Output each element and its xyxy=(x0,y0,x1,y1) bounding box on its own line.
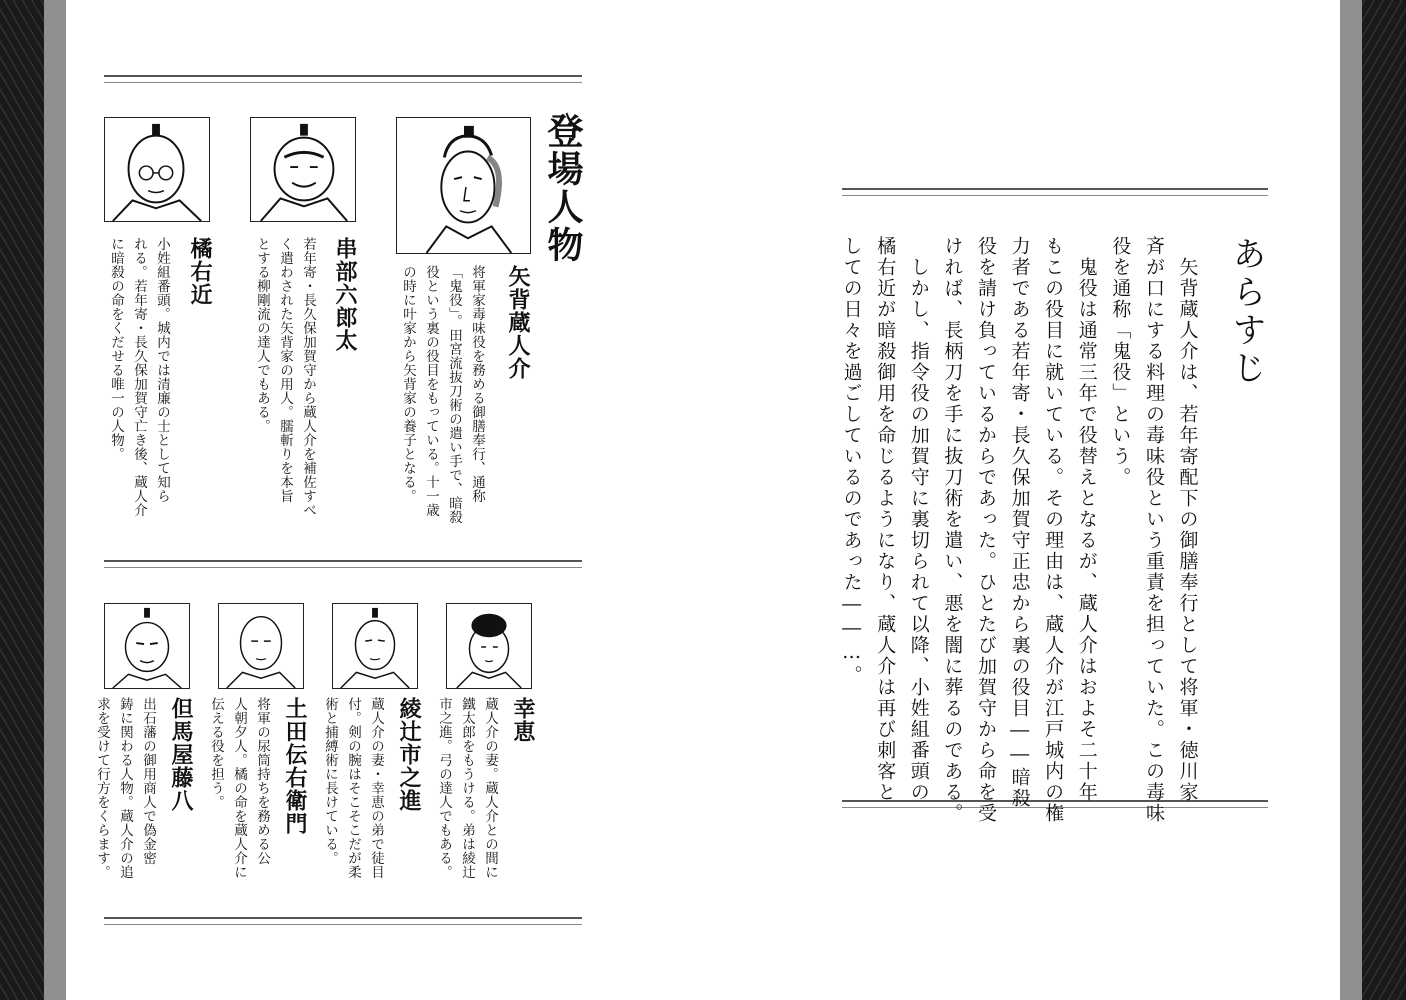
character-name: 串部六郎太 xyxy=(332,237,358,352)
right-pattern-border xyxy=(1362,0,1406,1000)
character-description: 小姓組番頭。城内では清廉の士として知ら れる。若年寄・長久保加賀守亡き後、蔵人介 に暗殺の命をくだせる唯一の人物。 xyxy=(108,237,170,517)
portrait-sachie xyxy=(446,603,532,689)
bottom-double-rule xyxy=(104,917,582,925)
character-name: 幸恵 xyxy=(510,697,536,743)
portrait-tsuchida-denuemon xyxy=(218,603,304,689)
character-description: 若年寄・長久保加賀守から蔵人介を補佐すべ く遣わされた矢背家の用人。臑斬りを本旨 とする柳剛流の達人でもある。 xyxy=(254,237,316,517)
character-name: 土田伝右衛門 xyxy=(282,697,308,835)
portrait-tachibana-ukon xyxy=(104,117,210,222)
portrait-ayatsuji-ichinoshin xyxy=(332,603,418,689)
synopsis-top-rule xyxy=(842,188,1268,196)
left-gray-border xyxy=(44,0,66,1000)
right-gray-border xyxy=(1340,0,1362,1000)
character-name: 但馬屋藤八 xyxy=(168,697,194,812)
middle-double-rule xyxy=(104,560,582,568)
character-description: 将軍家毒味役を務める御膳奉行、通称 「鬼役」。田宮流抜刀術の遣い手で、暗殺 役という裏の役目をもっている。十一歳 の時に叶家から矢背家の養子となる。 xyxy=(400,265,485,525)
character-description: 蔵人介の妻・幸恵の弟で徒目 付。剣の腕はそこそこだが柔 術と捕縛術に長けている。 xyxy=(322,697,384,879)
character-name: 矢背蔵人介 xyxy=(505,265,531,380)
character-description: 出石藩の御用商人で偽金密 鋳に関わる人物。蔵人介の追 求を受けて行方をくらます。 xyxy=(94,697,156,879)
section-title: 登場人物 xyxy=(542,112,584,264)
portrait-kushibe-rokurota xyxy=(250,117,356,222)
character-description: 将軍の尿筒持ちを務める公 人朝夕人。橘の命を蔵人介に 伝える役を担う。 xyxy=(208,697,270,879)
character-description: 蔵人介の妻。蔵人介との間に 鐵太郎をもうける。弟は綾辻 市之進。弓の達人でもある。 xyxy=(436,697,498,879)
portrait-yase-kurandonosuke xyxy=(396,117,531,254)
synopsis-body: 矢背蔵人介は、若年寄配下の御膳奉行として将軍・徳川家 斉が口にする料理の毒味役という重責を担っていた。この毒味 役を通称「鬼役」という。 鬼役は通常三年で役替えとなるが、蔵人介はおよそ二十年 もこの役目に就いている。その理由は、蔵人介が江戸城内の権 力者である若年寄・長久保加賀守正忠から裏の役目――暗殺 役を請け負っているからであった。ひとたび加賀守から命を受 ければ、長柄刀を手に抜刀術を遣い、悪を闇に葬るのである。 しかし、指令役の加賀守に裏切られて以降、小姓組番頭の 橘右近が暗殺御用を命じるようになり、蔵人介は再び刺客と しての日々を過ごしているのであった――…。 xyxy=(840,236,1199,824)
left-pattern-border xyxy=(0,0,44,1000)
character-name: 綾辻市之進 xyxy=(396,697,422,812)
synopsis-title: あらすじ xyxy=(1226,236,1266,388)
portrait-tajimaya-tohachi xyxy=(104,603,190,689)
character-name: 橘右近 xyxy=(187,237,213,306)
top-double-rule xyxy=(104,75,582,83)
